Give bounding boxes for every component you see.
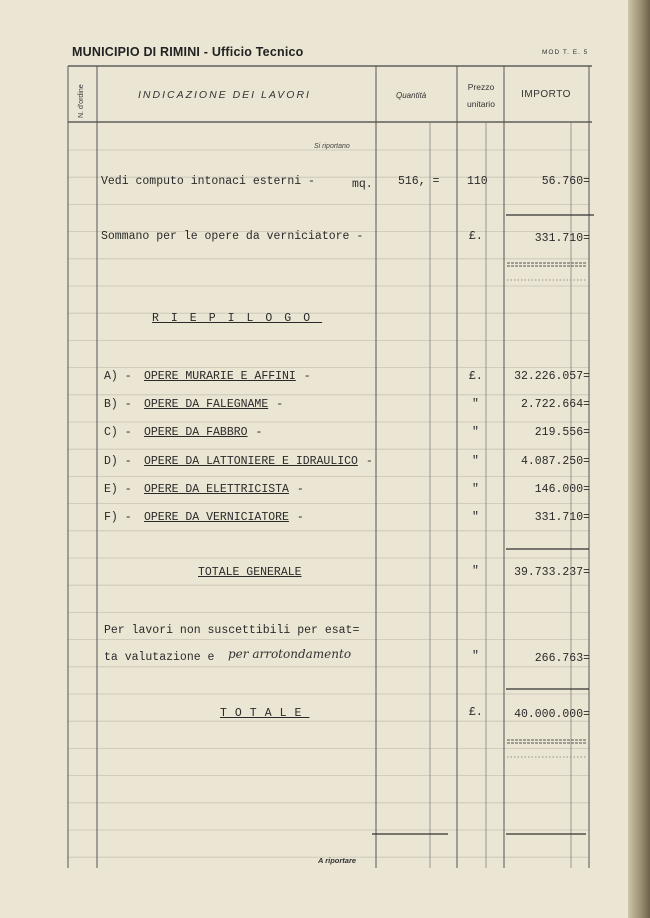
unit-price-header-line1: Prezzo [467,82,495,92]
arrotondamento-handwritten: per arrotondamento [228,647,352,661]
totale-currency: £. [469,706,483,719]
carried-forward-label: Si riportano [314,143,350,150]
computo-quantity: 516, = [398,175,440,188]
riepilogo-mark: " [472,483,479,496]
riepilogo-letter: D) - [104,455,132,468]
riepilogo-mark: " [472,398,479,411]
computo-unit: mq. [352,178,373,191]
riepilogo-mark: " [472,426,479,439]
sommano-amount: 331.710= [534,232,590,245]
model-reference: MOD T. E. 5 [542,49,589,56]
riepilogo-label: OPERE DA ELETTRICISTA [144,483,289,496]
unit-price-column-header [458,79,504,113]
computo-price: 110 [467,175,488,188]
riepilogo-label: OPERE MURARIE E AFFINI [144,370,296,383]
totale-generale-amount: 39.733.237= [514,566,590,579]
arrotondamento-mark: " [472,650,479,663]
riepilogo-mark: " [472,511,479,524]
arrotondamento-line2-typed: ta valutazione e [104,651,215,664]
riepilogo-amount: 146.000= [534,483,590,496]
totale-label: TOTALE [220,707,310,720]
riepilogo-dash: - [276,398,284,411]
footer-carry-forward: A riportare [318,856,357,865]
riepilogo-dash: - [296,483,304,496]
riepilogo-mark: " [472,455,479,468]
unit-price-header-line2: unitario [467,99,495,109]
arrotondamento-line1: Per lavori non suscettibili per esat= [104,624,360,637]
amount-column-header: IMPORTO [521,89,571,100]
order-column-header: N. d'ordine [78,84,85,118]
riepilogo-amount: 4.087.250= [520,455,590,468]
sommano-currency: £. [469,230,483,243]
riepilogo-amount: 331.710= [534,511,590,524]
riepilogo-label: OPERE DA LATTONIERE E IDRAULICO [144,455,358,468]
quantity-column-header: Quantità [396,91,427,100]
riepilogo-dash: - [255,426,263,439]
riepilogo-letter: A) - [104,370,132,383]
description-column-header: INDICAZIONE DEI LAVORI [138,89,311,101]
riepilogo-mark: £. [469,370,483,383]
riepilogo-dash: - [303,370,311,383]
riepilogo-letter: C) - [104,426,132,439]
riepilogo-label: OPERE DA FABBRO [144,426,248,439]
riepilogo-title: RIEPILOGO [152,312,323,325]
binder-edge [628,0,650,918]
computo-description: Vedi computo intonaci esterni - [101,175,315,188]
computo-amount: 56.760= [541,175,590,188]
totale-generale-mark: " [472,565,479,578]
riepilogo-label: OPERE DA FALEGNAME [144,398,269,411]
riepilogo-dash: - [365,455,373,468]
riepilogo-letter: B) - [104,398,132,411]
riepilogo-label: OPERE DA VERNICIATORE [144,511,289,524]
sommano-description: Sommano per le opere da verniciatore - [101,230,364,243]
totale-amount: 40.000.000= [514,708,590,721]
riepilogo-letter: F) - [104,511,132,524]
riepilogo-amount: 32.226.057= [514,370,590,383]
riepilogo-dash: - [296,511,304,524]
riepilogo-letter: E) - [104,483,132,496]
municipality-title: MUNICIPIO DI RIMINI - Ufficio Tecnico [72,45,304,59]
riepilogo-amount: 2.722.664= [520,398,590,411]
totale-generale-label: TOTALE GENERALE [198,566,302,579]
arrotondamento-amount: 266.763= [534,652,590,665]
riepilogo-amount: 219.556= [534,426,590,439]
